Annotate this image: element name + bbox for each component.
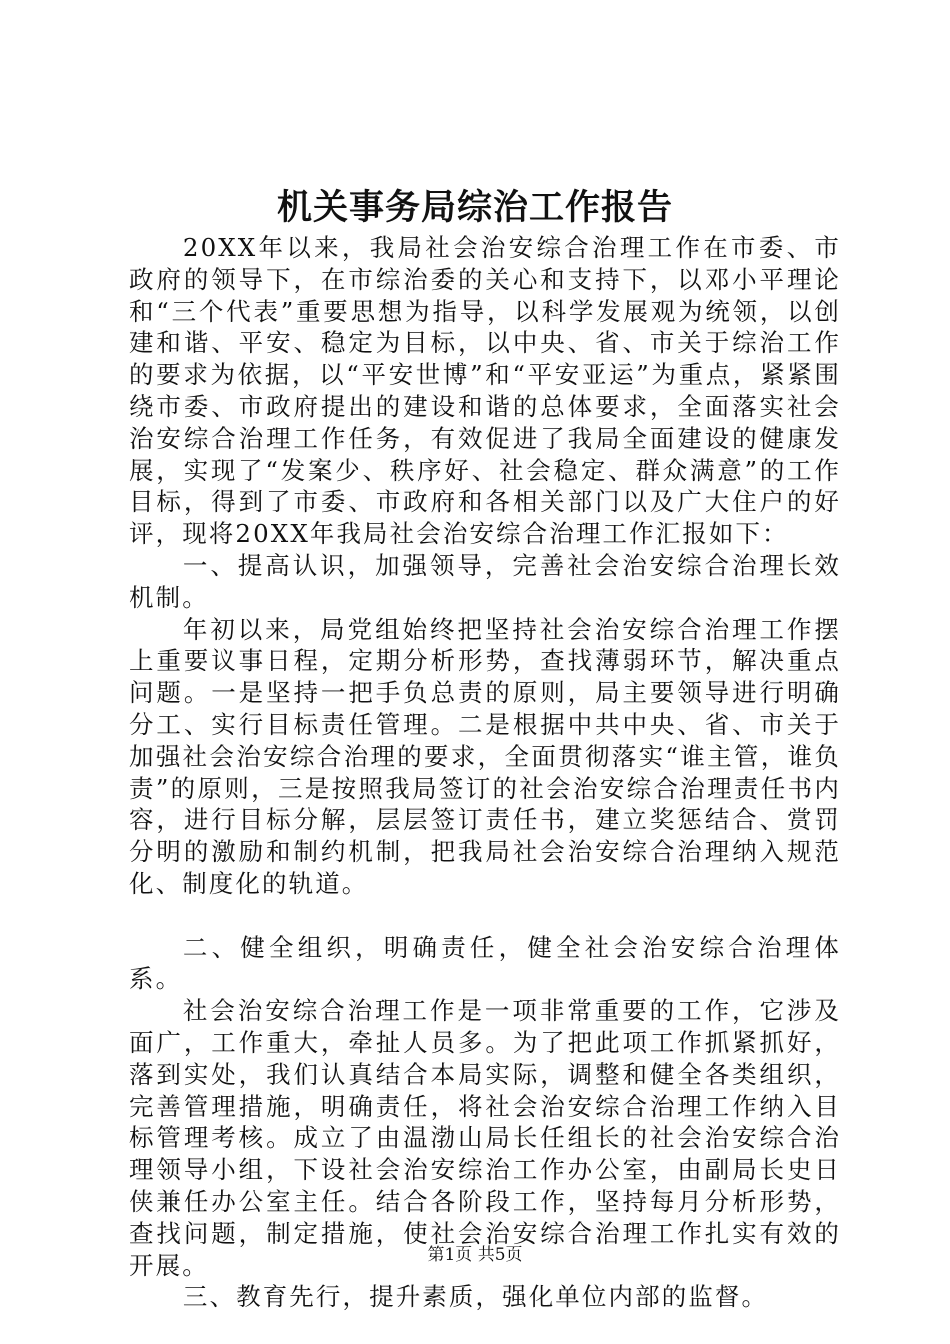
document-body (129, 232, 841, 1313)
section-heading-1: 一、提高认识，加强领导，完善社会治安综合治理长效机制。 (129, 550, 841, 612)
section-heading-3: 三、教育先行，提升素质，强化单位内部的监督。 (182, 1282, 769, 1312)
section-heading-2: 二、健全组织，明确责任，健全社会治安综合治理体系。 (129, 932, 841, 994)
intro-paragraph: 20XX年以来，我局社会治安综合治理工作在市委、市政府的领导下，在市综治委的关心和支持下，以邓小平理论和“三个代表”重要思想为指导，以科学发展观为统领，以创建和谐、平安、稳定为目标，以中央、省、市关于综治工作的要求为依据，以“平安世博”和“平安亚运”为重点，紧紧围绕市委、市政府提出的建设和谐的总体要求，全面落实社会治安综合治理工作任务，有效促进了我局全面建设的健康发展，实现了“发案少、秩序好、社会稳定、群众满意”的工作目标，得到了市委、市政府和各相关部门以及广大住户的好评，现将20XX年我局社会治安综合治理工作汇报如下： (129, 233, 841, 549)
page-footer: 第1页 共5页 (427, 1245, 523, 1265)
section-2-paragraph: 社会治安综合治理工作是一项非常重要的工作，它涉及面广，工作重大，牵扯人员多。为了把此项工作抓紧抓好，落到实处，我们认真结合本局实际，调整和健全各类组织，完善管理措施，明确责任，将社会治安综合治理工作纳入目标管理考核。成立了由温渤山局长任组长的社会治安综合治理领导小组，下设社会治安综治工作办公室，由副局长史日侠兼任办公室主任。结合各阶段工作，坚持每月分析形势，查找问题，制定措施，使社会治安综合治理工作扎实有效的开展。 (129, 996, 841, 1280)
section-1-paragraph: 年初以来，局党组始终把坚持社会治安综合治理工作摆上重要议事日程，定期分析形势，查找薄弱环节，解决重点问题。一是坚持一把手负总责的原则，局主要领导进行明确分工、实行目标责任管理。二是根据中共中央、省、市关于加强社会治安综合治理的要求，全面贯彻落实“谁主管，谁负责”的原则，三是按照我局签订的社会治安综合治理责任书内容，进行目标分解，层层签订责任书，建立奖惩结合、赏罚分明的激励和制约机制，把我局社会治安综合治理纳入规范化、制度化的轨道。 (129, 614, 841, 898)
document-title: 机关事务局综治工作报告 (276, 187, 673, 228)
